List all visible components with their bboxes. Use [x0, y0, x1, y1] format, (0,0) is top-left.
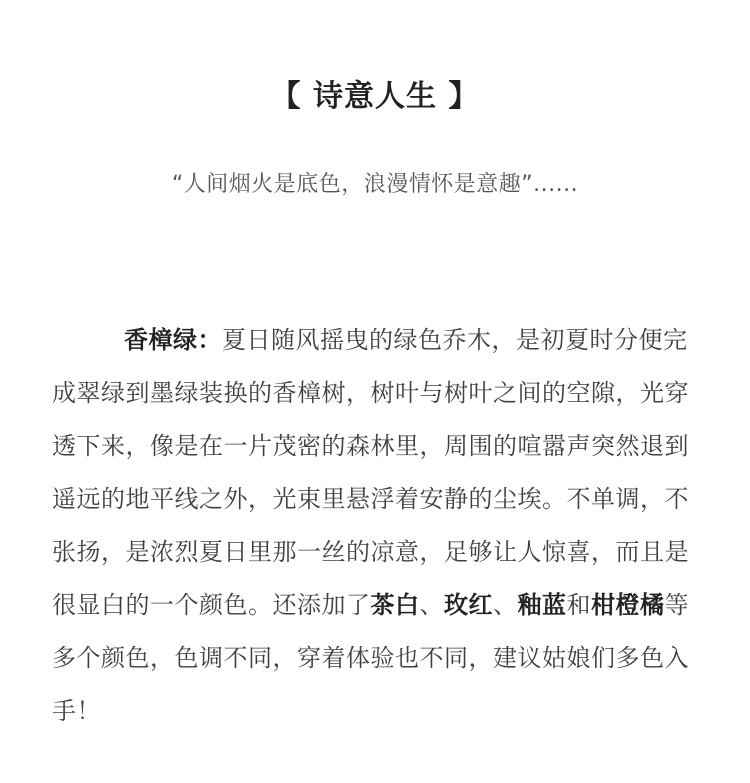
- tagline-quote: “人间烟火是底色，浪漫情怀是意趣”......: [171, 172, 579, 197]
- conjunction: 和: [566, 591, 591, 619]
- lead-term: 香樟绿: [124, 326, 198, 354]
- color-name-cha-bai: 茶白: [370, 591, 420, 619]
- separator: 、: [493, 591, 518, 619]
- lead-colon: ：: [197, 326, 222, 354]
- separator: 、: [419, 591, 444, 619]
- color-name-you-lan: 釉蓝: [517, 591, 567, 619]
- article-paragraph: [52, 314, 702, 738]
- paragraph-text-2: 等多个颜色，色调不同，穿着体验也不同，建议姑娘们多色入手！: [52, 591, 689, 725]
- paragraph-text-1: 夏日随风摇曳的绿色乔木，是初夏时分便完成翠绿到墨绿装换的香樟树，树叶与树叶之间的空隙，光穿透下来，像是在一片茂密的森林里，周围的喧嚣声突然退到遥远的地平线之外，光束里悬浮着安静的尘埃。不单调，不张扬，是浓烈夏日里那一丝的凉意，足够让人惊喜，而且是很显白的一个颜色。还添加了: [52, 326, 689, 619]
- color-name-mei-hong: 玫红: [444, 591, 493, 619]
- color-name-gan-cheng-ju: 柑橙橘: [591, 591, 665, 619]
- section-title: 【 诗意人生 】: [270, 79, 480, 114]
